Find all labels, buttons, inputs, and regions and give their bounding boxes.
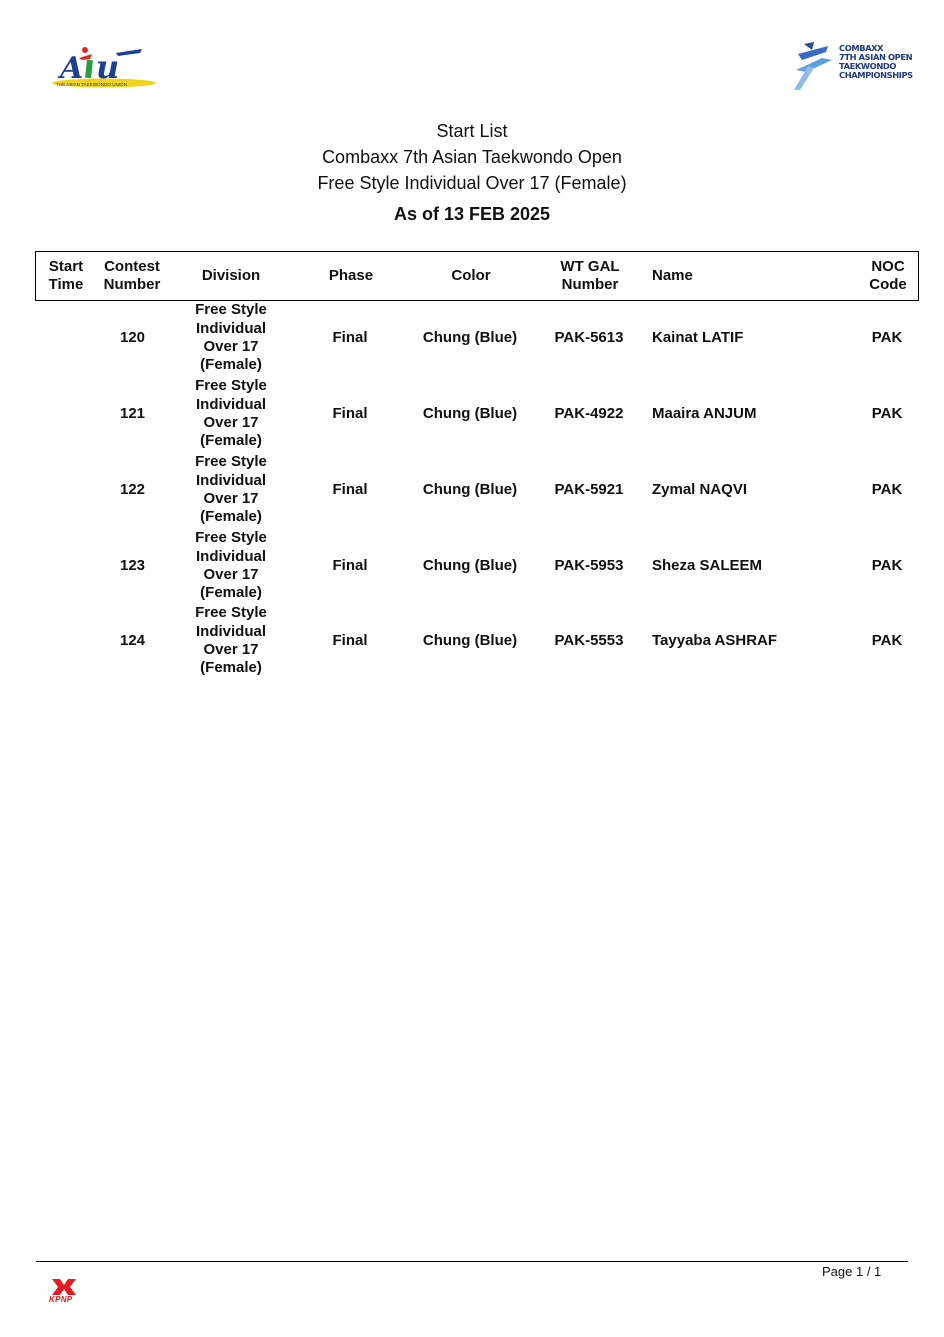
color-cell: Chung (Blue) [422,631,518,649]
phase-cell: Final [332,556,368,574]
as-of-date: As of 13 FEB 2025 [393,204,551,224]
color-cell: Chung (Blue) [422,328,518,346]
contest-number-cell: 124 [119,631,146,649]
division-cell: Free Style Individual Over 17 (Female) [195,453,267,526]
col-color: Color [451,267,491,284]
gal-number-cell: PAK-5553 [554,631,624,649]
kpnp-text: KPNP [49,1295,73,1304]
table-header [35,251,919,301]
col-division: Division [201,267,261,284]
contest-number-cell: 122 [119,480,146,498]
atu-caption: THE ASIAN TAEKWONDO UNION [56,82,128,87]
svg-text:A: A [60,51,84,86]
gal-number-cell: PAK-5953 [554,556,624,574]
athlete-name-cell: Kainat LATIF [652,328,744,346]
start-time-cell [39,528,91,604]
combaxx-kicker-icon [792,40,836,92]
athlete-name-cell: Maaira ANJUM [652,404,757,422]
color-cell: Chung (Blue) [422,404,518,422]
start-time-cell [39,300,91,376]
phase-cell: Final [332,631,368,649]
combaxx-logo [792,36,913,96]
gal-number-cell: PAK-5613 [554,328,624,346]
division-cell: Free Style Individual Over 17 (Female) [195,301,267,374]
division-cell: Free Style Individual Over 17 (Female) [195,377,267,450]
event-name: Combaxx 7th Asian Taekwondo Open [322,147,622,167]
combaxx-text: COMBAXX 7TH ASIAN OPEN TAEKWONDO CHAMPIONSHIPS [839,43,913,80]
contest-number-cell: 120 [119,328,146,346]
phase-cell: Final [332,328,368,346]
division-cell: Free Style Individual Over 17 (Female) [195,529,267,602]
col-start-time: Start Time [48,258,84,293]
table-row [35,603,919,679]
start-time-cell [39,452,91,528]
category-name: Free Style Individual Over 17 (Female) [317,173,627,193]
table-row [35,452,919,528]
color-cell: Chung (Blue) [422,556,518,574]
col-noc-code: NOC Code [869,258,907,293]
col-wt-gal-number: WT GAL Number [560,258,620,293]
noc-code-cell: PAK [871,328,903,346]
gal-number-cell: PAK-5921 [554,480,624,498]
noc-code-cell: PAK [871,631,903,649]
col-phase: Phase [328,267,374,284]
noc-code-cell: PAK [871,480,903,498]
kpnp-logo [46,1277,86,1307]
atu-logo [46,32,158,106]
color-cell: Chung (Blue) [422,480,518,498]
start-time-cell [39,603,91,679]
phase-cell: Final [332,480,368,498]
noc-code-cell: PAK [871,556,903,574]
athlete-name-cell: Sheza SALEEM [652,556,763,574]
page-number: Page 1 / 1 [822,1264,882,1279]
kpnp-mark-icon [46,1277,86,1297]
athlete-name-cell: Zymal NAQVI [652,480,748,498]
svg-text:u: u [96,48,120,86]
gal-number-cell: PAK-4922 [554,404,624,422]
contest-number-cell: 123 [119,556,146,574]
contest-number-cell: 121 [119,404,146,422]
table-row [35,376,919,452]
table-row [35,528,919,604]
footer-divider [36,1261,908,1262]
noc-code-cell: PAK [871,404,903,422]
athlete-name-cell: Tayyaba ASHRAF [652,631,778,649]
table-row [35,300,919,376]
col-name: Name [652,267,693,284]
page-title: Start List [436,121,508,141]
phase-cell: Final [332,404,368,422]
col-contest-number: Contest Number [103,258,161,293]
start-time-cell [39,376,91,452]
division-cell: Free Style Individual Over 17 (Female) [195,604,267,677]
